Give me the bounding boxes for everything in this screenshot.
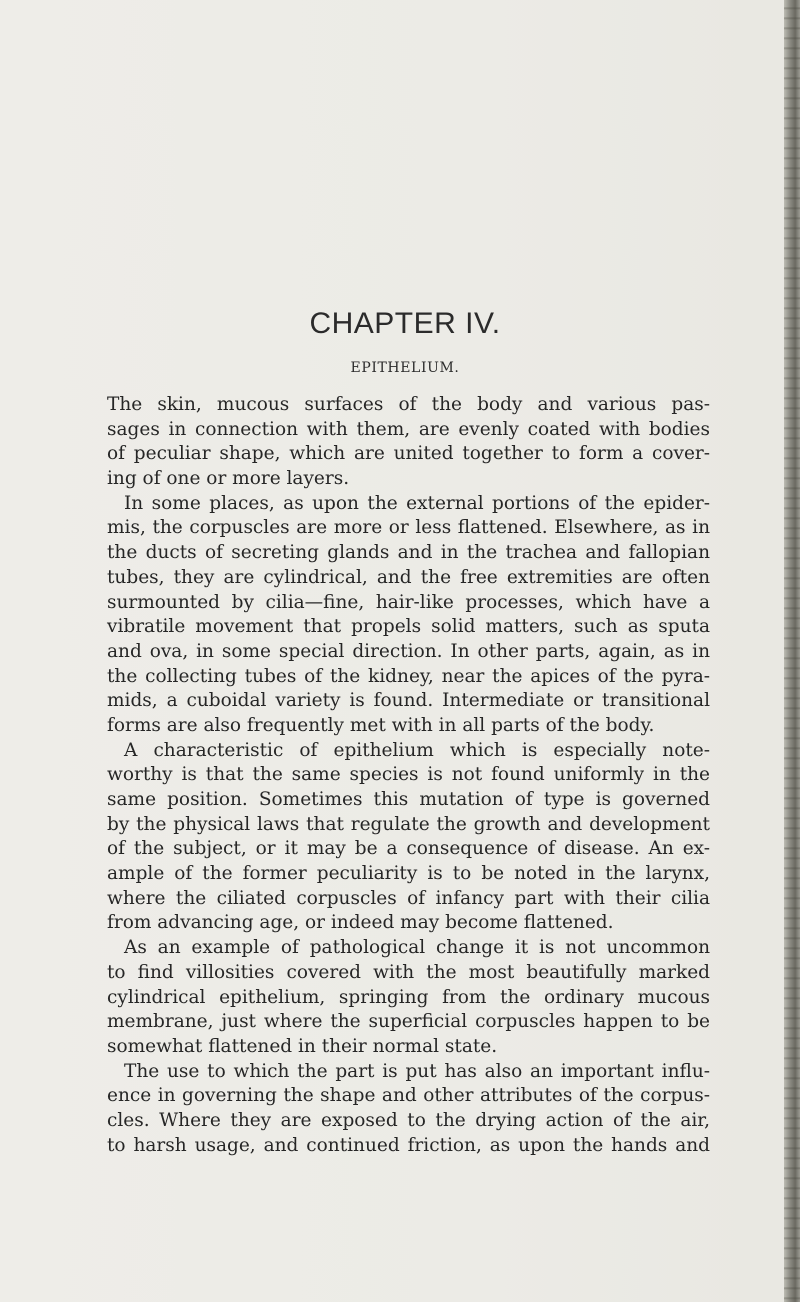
section-title: EPITHELIUM. — [350, 360, 460, 376]
text-line: A characteristic of epithelium which is especially note- — [124, 739, 710, 761]
text-line: sages in connection with them, are evenly coated with bodies — [107, 418, 710, 440]
text-line: In some places, as upon the external portions of the epider- — [124, 492, 710, 514]
text-line: to harsh usage, and continued friction, as upon the hands and — [107, 1134, 710, 1156]
text-line: mis, the corpuscles are more or less flattened. Elsewhere, as in — [107, 517, 710, 539]
page-edge — [784, 0, 800, 1302]
text-line: cles. Where they are exposed to the drying action of the air, — [107, 1109, 710, 1131]
text-line: of peculiar shape, which are united together to form a cover- — [107, 443, 710, 465]
text-line: vibratile movement that propels solid matters, such as sputa — [107, 616, 710, 638]
text-line: the ducts of secreting glands and in the trachea and fallopian — [107, 542, 710, 564]
text-line: As an example of pathological change it is not uncommon — [124, 937, 710, 959]
text-line: membrane, just where the superficial corpuscles happen to be — [107, 1011, 710, 1033]
body-text — [107, 393, 710, 1158]
text-line: ence in governing the shape and other attributes of the corpus- — [107, 1085, 710, 1107]
text-line: and ova, in some special direction. In other parts, again, as in — [107, 640, 710, 662]
text-line: somewhat flattened in their normal state. — [107, 1035, 498, 1057]
text-line: tubes, they are cylindrical, and the free extremities are often — [107, 566, 710, 588]
text-line: to find villosities covered with the most beautifully marked — [107, 961, 710, 983]
text-line: worthy is that the same species is not found uniformly in the — [107, 764, 710, 786]
text-line: mids, a cuboidal variety is found. Intermediate or transitional — [107, 690, 710, 712]
text-line: forms are also frequently met with in all parts of the body. — [107, 714, 655, 736]
text-line: where the ciliated corpuscles of infancy part with their cilia — [107, 887, 710, 909]
text-line: The use to which the part is put has also an important influ- — [124, 1060, 710, 1082]
text-line: ing of one or more layers. — [107, 468, 350, 490]
text-line: cylindrical epithelium, springing from the ordinary mucous — [107, 986, 710, 1008]
text-line: by the physical laws that regulate the growth and development — [107, 813, 710, 835]
text-line: the collecting tubes of the kidney, near the apices of the pyra- — [107, 665, 710, 687]
text-line: same position. Sometimes this mutation of type is governed — [107, 789, 710, 810]
text-line: of the subject, or it may be a consequence of disease. An ex- — [107, 838, 710, 860]
text-line: surmounted by cilia—fine, hair-like processes, which have a — [107, 591, 710, 613]
text-line: ample of the former peculiarity is to be noted in the larynx, — [107, 863, 710, 885]
chapter-heading: CHAPTER IV. — [309, 307, 501, 340]
text-line: from advancing age, or indeed may become flattened. — [107, 912, 614, 934]
text-line: The skin, mucous surfaces of the body and various pas- — [107, 394, 710, 415]
